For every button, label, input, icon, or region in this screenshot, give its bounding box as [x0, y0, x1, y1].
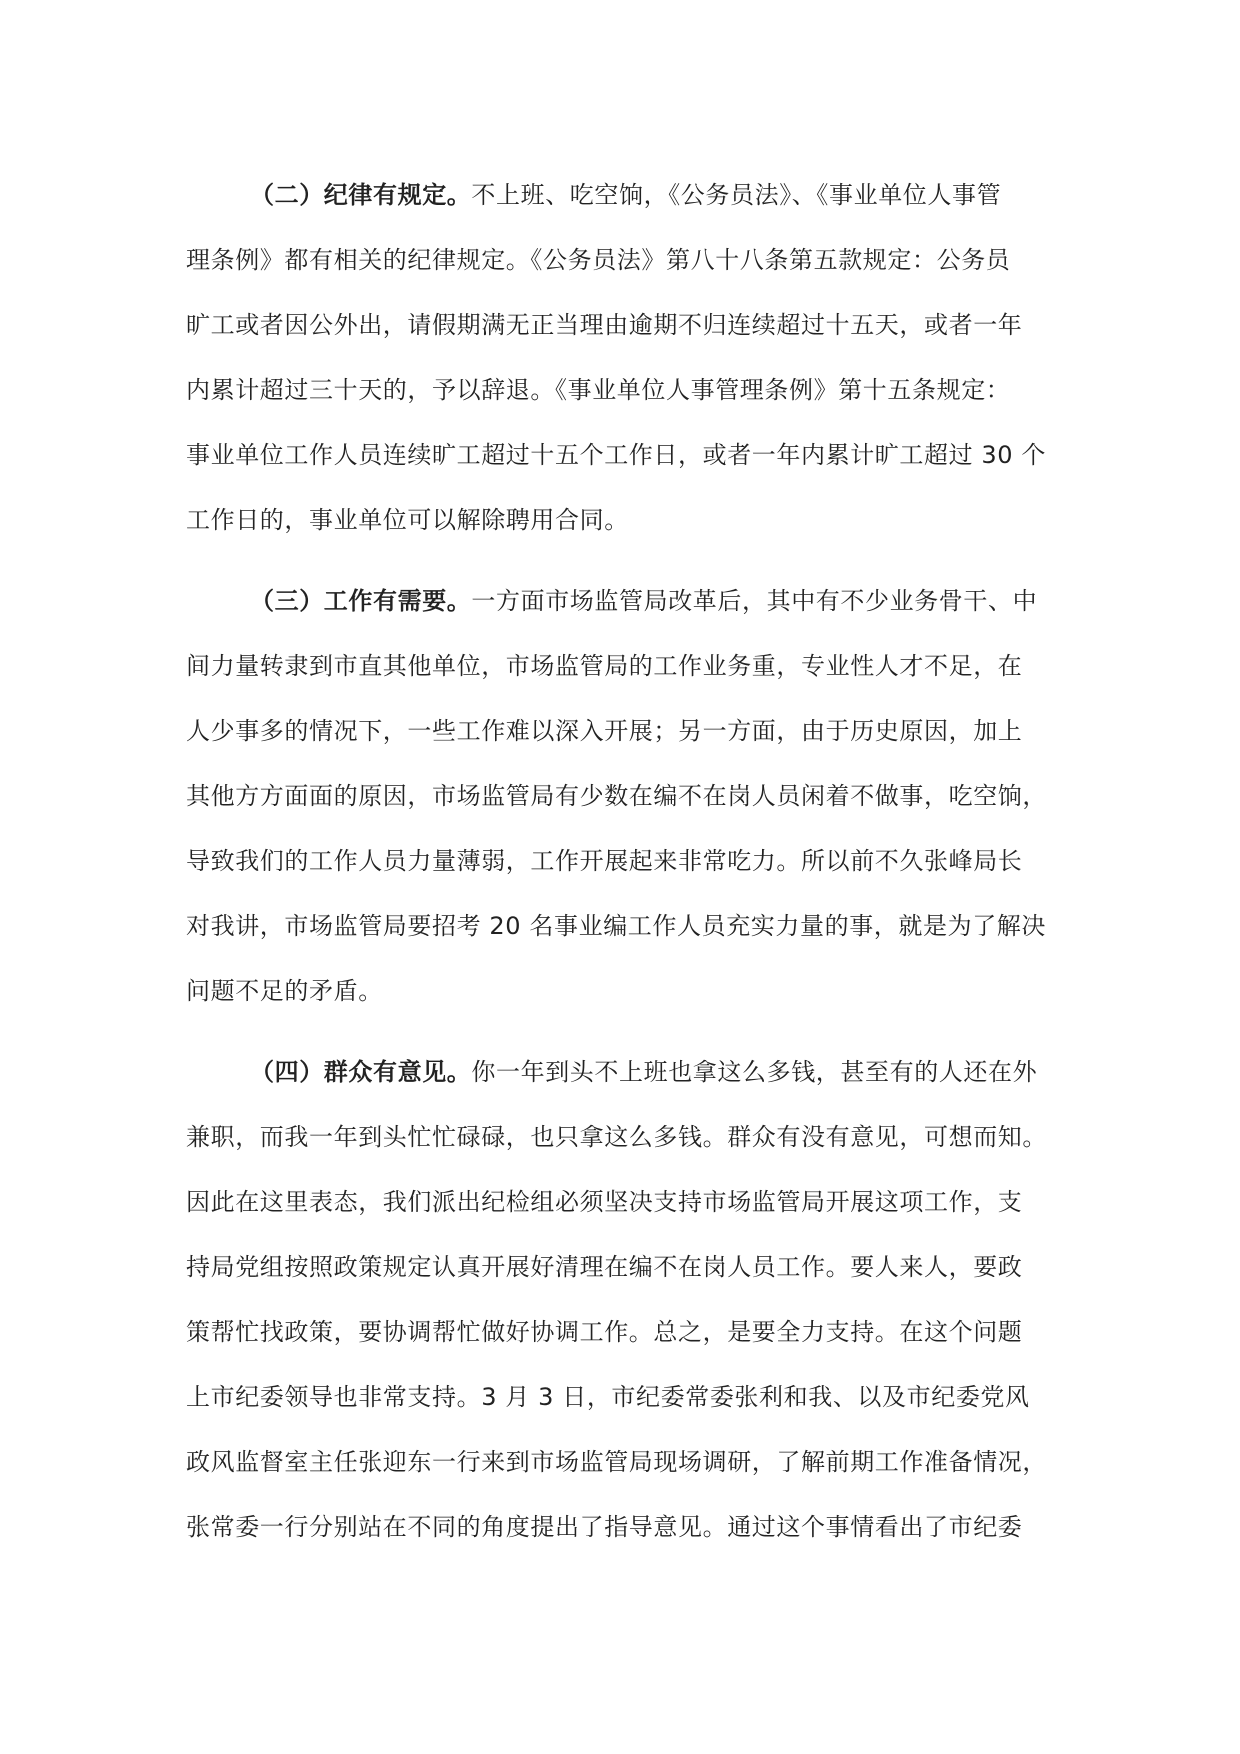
paragraph-text: 一方面市场监管局改革后，其中有不少业务骨干、中	[471, 587, 1038, 615]
paragraph-public-opinion	[186, 1040, 1054, 1560]
paragraph-heading: （二）纪律有规定。	[250, 181, 472, 209]
paragraph-line: 内累计超过三十天的，予以辞退。《事业单位人事管理条例》第十五条规定：	[186, 376, 1011, 404]
paragraph-line: 持局党组按照政策规定认真开展好清理在编不在岗人员工作。要人来人，要政	[186, 1253, 1023, 1281]
paragraph-discipline	[186, 163, 1054, 553]
paragraph-text: 你一年到头不上班也拿这么多钱，甚至有的人还在外	[471, 1058, 1038, 1086]
paragraph-line: 上市纪委领导也非常支持。3 月 3 日，市纪委常委张利和我、以及市纪委党风	[186, 1383, 1030, 1411]
paragraph-line: 导致我们的工作人员力量薄弱，工作开展起来非常吃力。所以前不久张峰局长	[186, 847, 1023, 875]
paragraph-line	[186, 163, 1054, 228]
paragraph-line: 人少事多的情况下，一些工作难以深入开展；另一方面，由于历史原因，加上	[186, 717, 1023, 745]
paragraph-line: 因此在这里表态，我们派出纪检组必须坚决支持市场监管局开展这项工作，支	[186, 1188, 1023, 1216]
document-body	[186, 163, 1054, 1576]
paragraph-line: 工作日的，事业单位可以解除聘用合同。	[186, 506, 629, 534]
paragraph-line: 策帮忙找政策，要协调帮忙做好协调工作。总之，是要全力支持。在这个问题	[186, 1318, 1023, 1346]
paragraph-line: 间力量转隶到市直其他单位，市场监管局的工作业务重，专业性人才不足，在	[186, 652, 1023, 680]
paragraph-line	[186, 569, 1054, 634]
paragraph-line	[186, 1040, 1054, 1105]
paragraph-line: 问题不足的矛盾。	[186, 977, 383, 1005]
paragraph-line: 兼职，而我一年到头忙忙碌碌，也只拿这么多钱。群众有没有意见，可想而知。	[186, 1123, 1047, 1151]
paragraph-heading: （四）群众有意见。	[250, 1058, 472, 1086]
paragraph-line: 事业单位工作人员连续旷工超过十五个工作日，或者一年内累计旷工超过 30 个	[186, 441, 1046, 469]
paragraph-heading: （三）工作有需要。	[250, 587, 472, 615]
paragraph-line: 理条例》都有相关的纪律规定。《公务员法》第八十八条第五款规定：公务员	[186, 246, 1011, 274]
paragraph-text: 不上班、吃空饷，《公务员法》、《事业单位人事管	[471, 181, 1002, 209]
paragraph-line: 对我讲，市场监管局要招考 20 名事业编工作人员充实力量的事，就是为了解决	[186, 912, 1046, 940]
paragraph-line: 张常委一行分别站在不同的角度提出了指导意见。通过这个事情看出了市纪委	[186, 1513, 1023, 1541]
paragraph-work-needs	[186, 569, 1054, 1024]
paragraph-line: 政风监督室主任张迎东一行来到市场监管局现场调研，了解前期工作准备情况，	[186, 1448, 1047, 1476]
paragraph-line: 旷工或者因公外出，请假期满无正当理由逾期不归连续超过十五天，或者一年	[186, 311, 1023, 339]
paragraph-line: 其他方方面面的原因，市场监管局有少数在编不在岗人员闲着不做事，吃空饷，	[186, 782, 1047, 810]
